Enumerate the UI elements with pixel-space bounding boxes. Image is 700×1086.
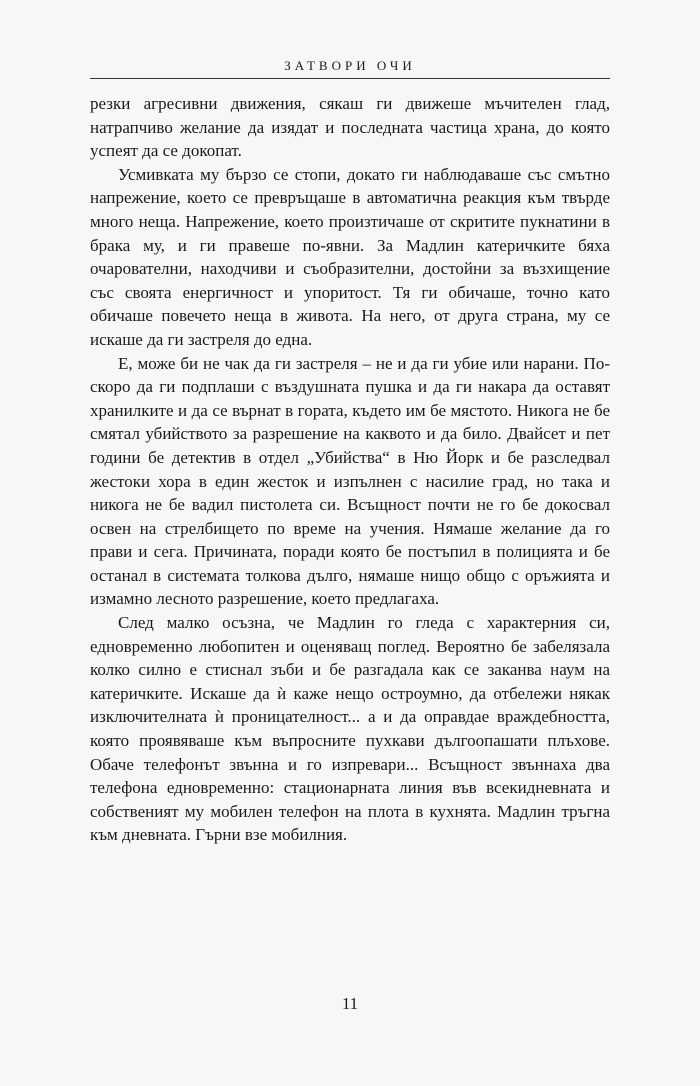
paragraph: Усмивката му бързо се стопи, докато ги наблюдаваше със смътно напрежение, което се превръщаше в автоматична реакция към твърде много неща. Напрежение, което произтичаше от скритите пукнатини в брака му, и ги правеше по-явни. За Мадлин катеричките бяха очарователни, находчиви и съобразителни, достойни за възхищение със своята енергичност и упоритост. Тя ги обичаше, точно като обичаше повечето неща в живота. На него, от друга страна, му се искаше да ги застреля до една. [90,164,610,349]
running-head: ЗАТВОРИ ОЧИ [284,58,416,73]
page-number: 11 [341,994,359,1013]
paragraph: резки агресивни движения, сякаш ги движеше мъчителен глад, натрапчиво желание да изядат и последната частица храна, до която успеят да се докопат. [90,94,610,161]
paragraph: След малко осъзна, че Мадлин го гледа с характерния си, едновременно любопитен и оценяващ поглед. Вероятно бе забелязала колко силно е стиснал зъби и бе разгадала как се заканва наум на катеричките. Искаше да ѝ каже нещо остроумно, да отбележи някак изключителната ѝ проницателност... а и да оправдае враждебността, която проявяваше към въпросните пухкави дългоопашати плъхове. Обаче телефонът звънна и го изпревари... Всъщност звъннаха два телефона едновременно: стационарната линия във всекидневната и собственият му мобилен телефон на плота в кухнята. Мадлин тръгна към дневната. Гърни взе мобилния. [90,613,610,845]
header-rule [90,78,610,79]
paragraph: Е, може би не чак да ги застреля – не и да ги убие или нарани. По-скоро да ги подплаши с въздушната пушка и да ги накара да оставят хранилките и да се върнат в гората, където им бе мястото. Никога не бе смятал убийството за разрешение на каквото и да било. Двайсет и пет години бе детектив в отдел „Убийства“ в Ню Йорк и бе разследвал жестоки хора в един жесток и изпълнен с насилие град, но така и никога не бе вадил пистолета си. Всъщност почти не го бе докосвал освен на стрелбището по време на учения. Нямаше желание да го прави и сега. Причината, поради която бе постъпил в полицията и бе останал в системата толкова дълго, нямаше нищо общо с оръжията и измамно лесното разрешение, което предлагаха. [90,353,610,609]
body-text [90,92,610,847]
